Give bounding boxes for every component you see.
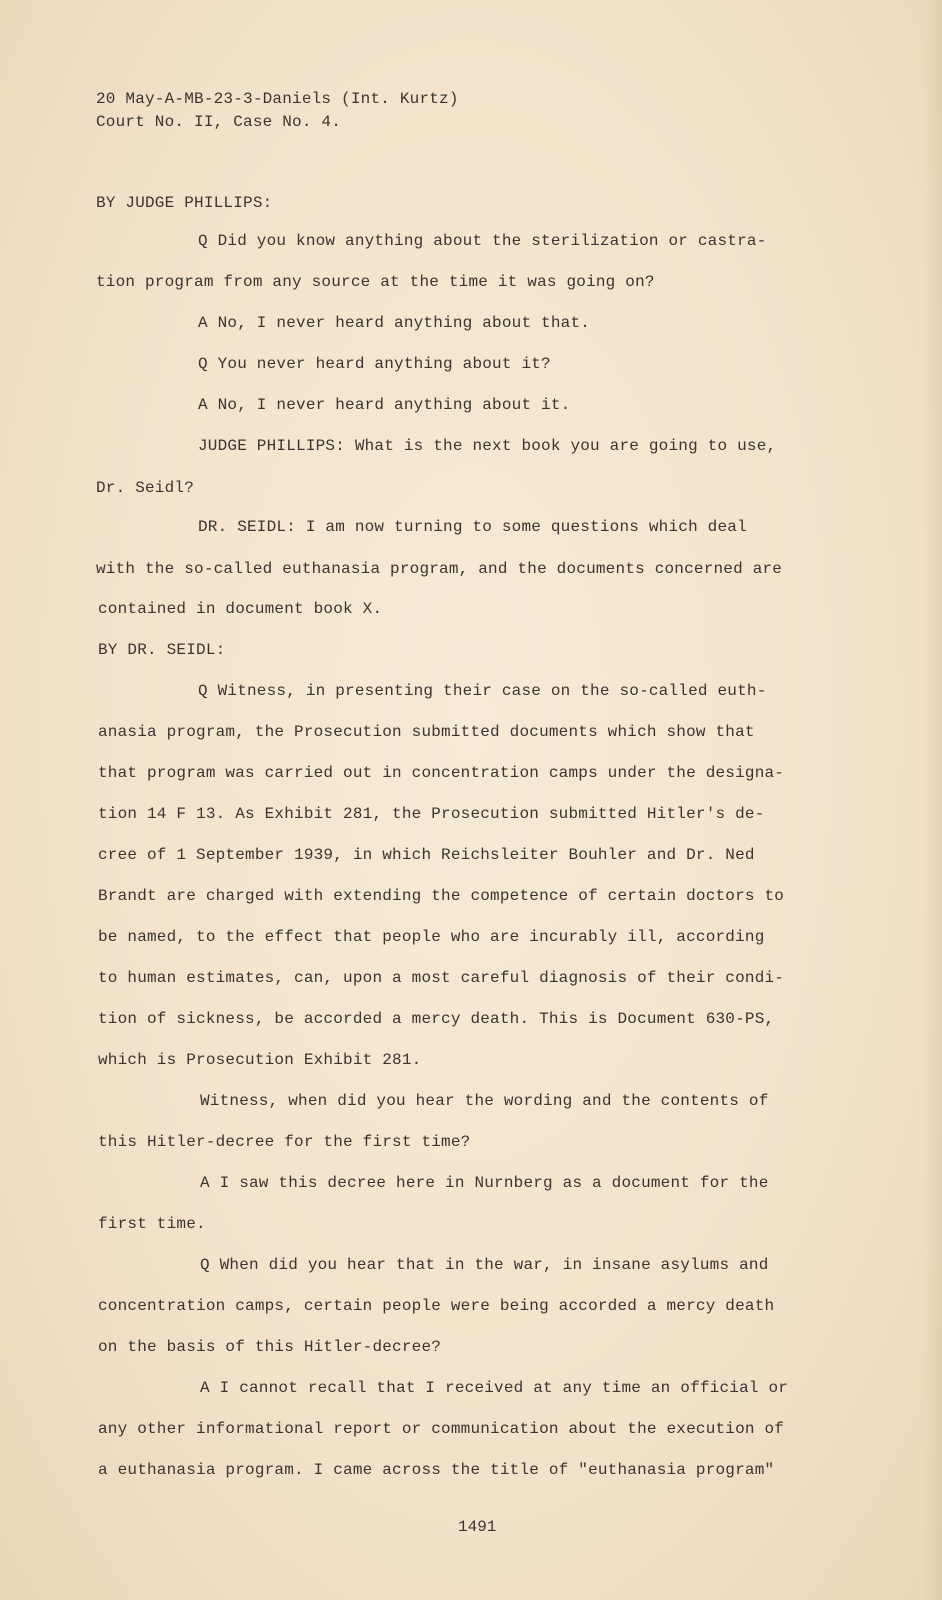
question-line: Q When did you hear that in the war, in insane asylums and bbox=[200, 1256, 769, 1274]
answer-line: A I saw this decree here in Nurnberg as a document for the bbox=[200, 1174, 769, 1192]
speaker-heading: BY JUDGE PHILLIPS: bbox=[96, 194, 273, 212]
question-line: tion of sickness, be accorded a mercy death. This is Document 630-PS, bbox=[98, 1010, 775, 1028]
answer-line: first time. bbox=[98, 1215, 206, 1233]
question-line: Q You never heard anything about it? bbox=[198, 355, 551, 373]
question-line: Q Did you know anything about the sterilization or castra- bbox=[198, 232, 767, 250]
page-edge-shadow bbox=[924, 0, 942, 1600]
question-line: anasia program, the Prosecution submitted documents which show that bbox=[98, 723, 755, 741]
header-line-2: Court No. II, Case No. 4. bbox=[96, 113, 342, 131]
answer-line: A I cannot recall that I received at any time an official or bbox=[200, 1379, 789, 1397]
question-line: to human estimates, can, upon a most careful diagnosis of their condi- bbox=[98, 969, 785, 987]
question-line: that program was carried out in concentration camps under the designa- bbox=[98, 764, 785, 782]
page-number: 1491 bbox=[458, 1518, 497, 1536]
question-line: Q Witness, in presenting their case on the so-called euth- bbox=[198, 682, 767, 700]
judge-line: JUDGE PHILLIPS: What is the next book you are going to use, bbox=[198, 437, 777, 455]
judge-line: Dr. Seidl? bbox=[96, 479, 195, 497]
question-line: on the basis of this Hitler-decree? bbox=[98, 1338, 442, 1356]
speaker-heading: BY DR. SEIDL: bbox=[98, 641, 226, 659]
question-line: tion program from any source at the time it was going on? bbox=[96, 273, 655, 291]
question-line: which is Prosecution Exhibit 281. bbox=[98, 1051, 422, 1069]
counsel-line: contained in document book X. bbox=[98, 600, 383, 618]
question-line: concentration camps, certain people were being accorded a mercy death bbox=[98, 1297, 775, 1315]
question-line: cree of 1 September 1939, in which Reichsleiter Bouhler and Dr. Ned bbox=[98, 846, 755, 864]
answer-line: A No, I never heard anything about it. bbox=[198, 396, 571, 414]
question-line: be named, to the effect that people who are incurably ill, according bbox=[98, 928, 765, 946]
question-line: Witness, when did you hear the wording and the contents of bbox=[200, 1092, 769, 1110]
header-line-1: 20 May-A-MB-23-3-Daniels (Int. Kurtz) bbox=[96, 90, 459, 108]
question-line: Brandt are charged with extending the competence of certain doctors to bbox=[98, 887, 785, 905]
counsel-line: DR. SEIDL: I am now turning to some questions which deal bbox=[198, 518, 747, 536]
answer-line: a euthanasia program. I came across the title of "euthanasia program" bbox=[98, 1461, 775, 1479]
answer-line: any other informational report or communication about the execution of bbox=[98, 1420, 785, 1438]
question-line: this Hitler-decree for the first time? bbox=[98, 1133, 471, 1151]
answer-line: A No, I never heard anything about that. bbox=[198, 314, 591, 332]
counsel-line: with the so-called euthanasia program, and the documents concerned are bbox=[96, 560, 783, 578]
question-line: tion 14 F 13. As Exhibit 281, the Prosecution submitted Hitler's de- bbox=[98, 805, 765, 823]
